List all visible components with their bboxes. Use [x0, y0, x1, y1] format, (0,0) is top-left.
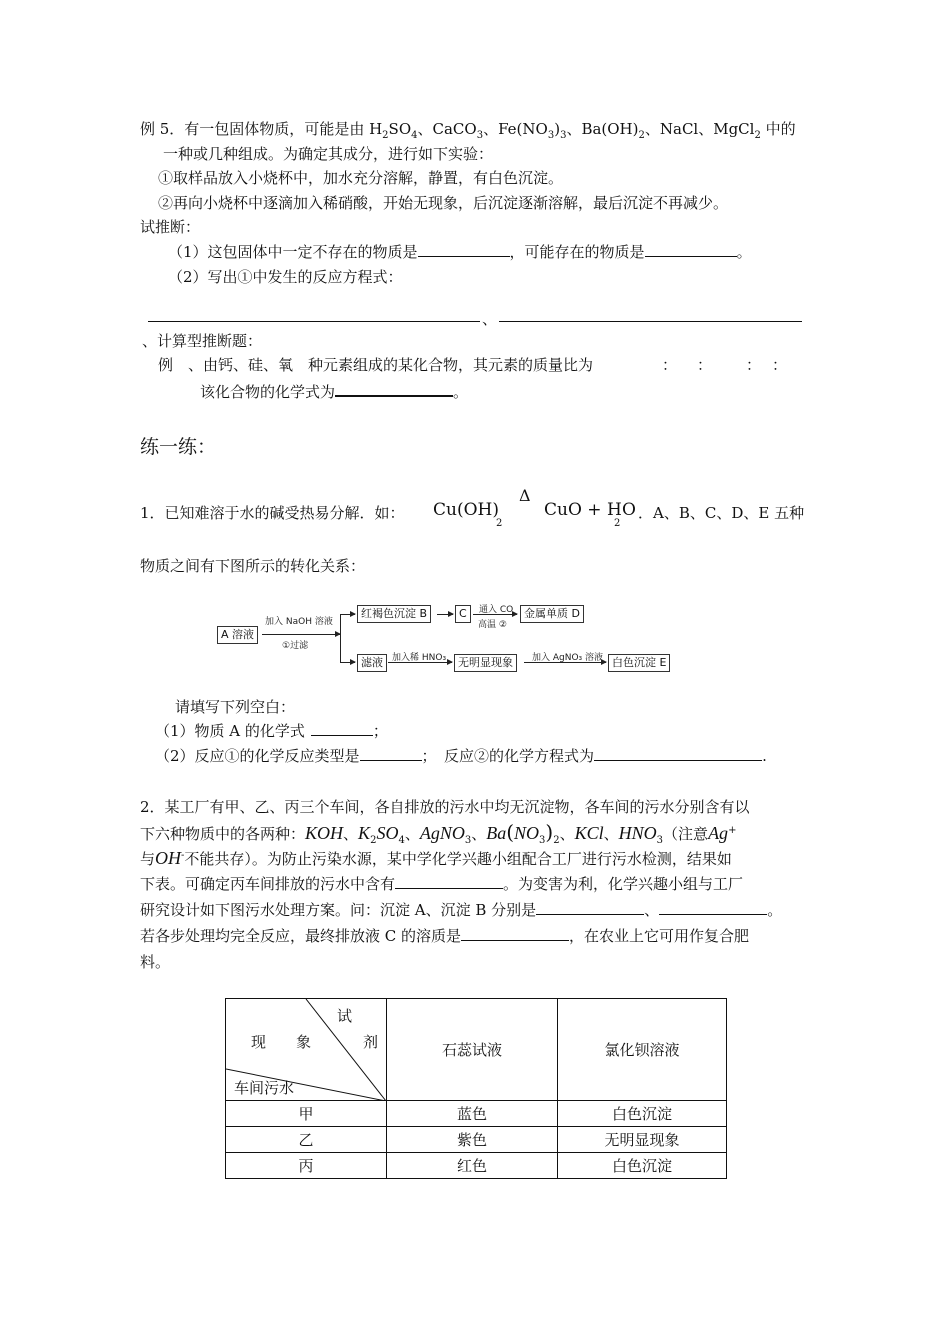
box-white-e: 白色沉淀 E [608, 654, 670, 672]
ratio-colon: ： [697, 356, 713, 374]
o-formula: O [622, 500, 636, 520]
answer-blank[interactable] [659, 900, 767, 915]
box-precipitate-b: 红褐色沉淀 B [357, 605, 431, 623]
p2-line4: 下表。可确定丙车间排放的污水中含有 。为变害为利，化学兴趣小组与工厂 [140, 875, 744, 893]
corner-phenomenon: 现 [251, 1033, 267, 1051]
subscript: 2 [614, 518, 621, 529]
ex5-line1: 例 5．有一包固体物质，可能是由 $H_2SO_4$、CaCO$_3$、$Fe(NO_3)_3$、$Ba(OH)_2$、NaCl、MgCl$_2$ 中的 [140, 120, 796, 141]
answer-blank[interactable] [594, 746, 762, 761]
delta-symbol: Δ [519, 486, 531, 505]
ex5-infer: 试推断： [140, 218, 201, 236]
corner-reagent: 试 [337, 1007, 353, 1025]
cell-bacl2: 白色沉淀 [558, 1101, 727, 1127]
subscript: 2 [496, 518, 503, 529]
answer-blank[interactable] [418, 242, 510, 257]
box-filtrate: 滤液 [357, 654, 387, 672]
arrow [340, 662, 355, 663]
arrow [437, 614, 453, 615]
cell-litmus: 红色 [387, 1153, 558, 1179]
ex5-step2: ②再向小烧杯中逐滴加入稀硝酸，开始无现象，后沉淀逐渐溶解，最后沉淀不再减少。 [158, 194, 729, 212]
row-workshop: 乙 [226, 1127, 387, 1153]
answer-blank[interactable] [335, 381, 453, 397]
answer-blank[interactable] [360, 746, 422, 761]
arrow [473, 614, 517, 615]
ratio-colon: ： [662, 356, 678, 374]
cell-bacl2: 无明显现象 [558, 1127, 727, 1153]
label-add-agno3: 加入 AgNO₃ 溶液 [532, 653, 604, 663]
ratio-colon: ： [746, 356, 762, 374]
ex5-q1: （1）这包固体中一定不存在的物质是 ，可能存在的物质是 。 [168, 243, 752, 261]
p2-line3: 与OH-不能共存）。为防止污染水源，某中学化学兴趣小组配合工厂进行污水检测，结果如 [140, 848, 732, 868]
fill-instruction: 请填写下列空白： [175, 698, 296, 716]
label-co: 通入 CO [479, 605, 514, 615]
box-no-change: 无明显现象 [454, 654, 517, 672]
p1-line2: 物质之间有下图所示的转化关系： [140, 557, 366, 575]
answer-blank[interactable] [645, 242, 737, 257]
arrow [262, 634, 340, 635]
ex5-step1: ①取样品放入小烧杯中，加水充分溶解，静置，有白色沉淀。 [158, 169, 564, 187]
p1-q1: （1）物质 A 的化学式 ； [155, 722, 388, 740]
cuo-formula: CuO + H [544, 500, 622, 520]
label-high-temp: 高温 ② [478, 620, 507, 630]
arrow [524, 662, 606, 663]
p2-line7: 料。 [140, 953, 171, 971]
table-row [226, 1153, 727, 1179]
corner-row-label: 车间污水 [234, 1079, 295, 1097]
ratio-colon: ： [772, 356, 788, 374]
p1-q2: （2）反应①的化学反应类型是 ； 反应②的化学方程式为 . [155, 747, 767, 765]
cuoh2-formula: Cu(OH) [433, 500, 499, 520]
label-filter: ①过滤 [282, 641, 309, 651]
corner-phenomenon: 象 [296, 1033, 312, 1051]
answer-line[interactable] [499, 321, 802, 322]
ex5-q2: （2）写出①中发生的反应方程式： [168, 268, 403, 286]
arrow [388, 662, 452, 663]
column-header: 石蕊试液 [387, 999, 558, 1101]
p2-line2: 下六种物质中的各两种：KOH、$K_2SO_4$、AgNO$_3$、$Ba(NO_3)_2$、KCl、$HNO_3$（注意Ag+ [140, 820, 737, 846]
results-table [225, 998, 727, 1179]
corner-reagent: 剂 [363, 1033, 379, 1051]
separator: 、 [482, 310, 498, 328]
answer-blank[interactable] [461, 926, 569, 941]
column-header: 氯化钡溶液 [558, 999, 727, 1101]
label-add-hno3: 加入稀 HNO₃ [392, 653, 447, 663]
answer-blank[interactable] [536, 900, 644, 915]
practice-title: 练一练： [140, 436, 217, 458]
table-row [226, 1127, 727, 1153]
p2-line1: 2．某工厂有甲、乙、丙三个车间，各自排放的污水中均无沉淀物，各车间的污水分别含有以 [140, 798, 750, 816]
table-corner [226, 999, 387, 1101]
p2-line6: 若各步处理均完全反应，最终排放液 C 的溶质是 ，在农业上它可用作复合肥 [140, 927, 750, 945]
cell-bacl2: 白色沉淀 [558, 1153, 727, 1179]
arrow [340, 614, 355, 615]
p2-line5: 研究设计如下图污水处理方案。问：沉淀 A、沉淀 B 分别是 、 。 [140, 901, 783, 919]
table-row [226, 1101, 727, 1127]
row-workshop: 甲 [226, 1101, 387, 1127]
answer-blank[interactable] [395, 874, 503, 889]
cell-litmus: 蓝色 [387, 1101, 558, 1127]
branch-line [340, 614, 341, 662]
cell-litmus: 紫色 [387, 1127, 558, 1153]
calc-formula: 该化合物的化学式为 。 [200, 383, 469, 401]
box-a-solution: A 溶液 [217, 626, 258, 644]
box-c: C [455, 605, 471, 623]
calc-heading: 、计算型推断题： [142, 332, 263, 350]
ex5-line2: 一种或几种组成。为确定其成分，进行如下实验： [163, 145, 494, 163]
p1-intro: 1．已知难溶于水的碱受热易分解．如： [140, 504, 405, 522]
p1-intro-end: ．A、B、C、D、E 五种 [638, 504, 805, 522]
answer-line[interactable] [148, 321, 480, 322]
label-add-naoh: 加入 NaOH 溶液 [265, 617, 333, 627]
answer-blank[interactable] [311, 721, 373, 736]
calc-example: 例 、由钙、硅、氧 种元素组成的某化合物，其元素的质量比为 [158, 356, 594, 374]
box-metal-d: 金属单质 D [520, 605, 584, 623]
row-workshop: 丙 [226, 1153, 387, 1179]
